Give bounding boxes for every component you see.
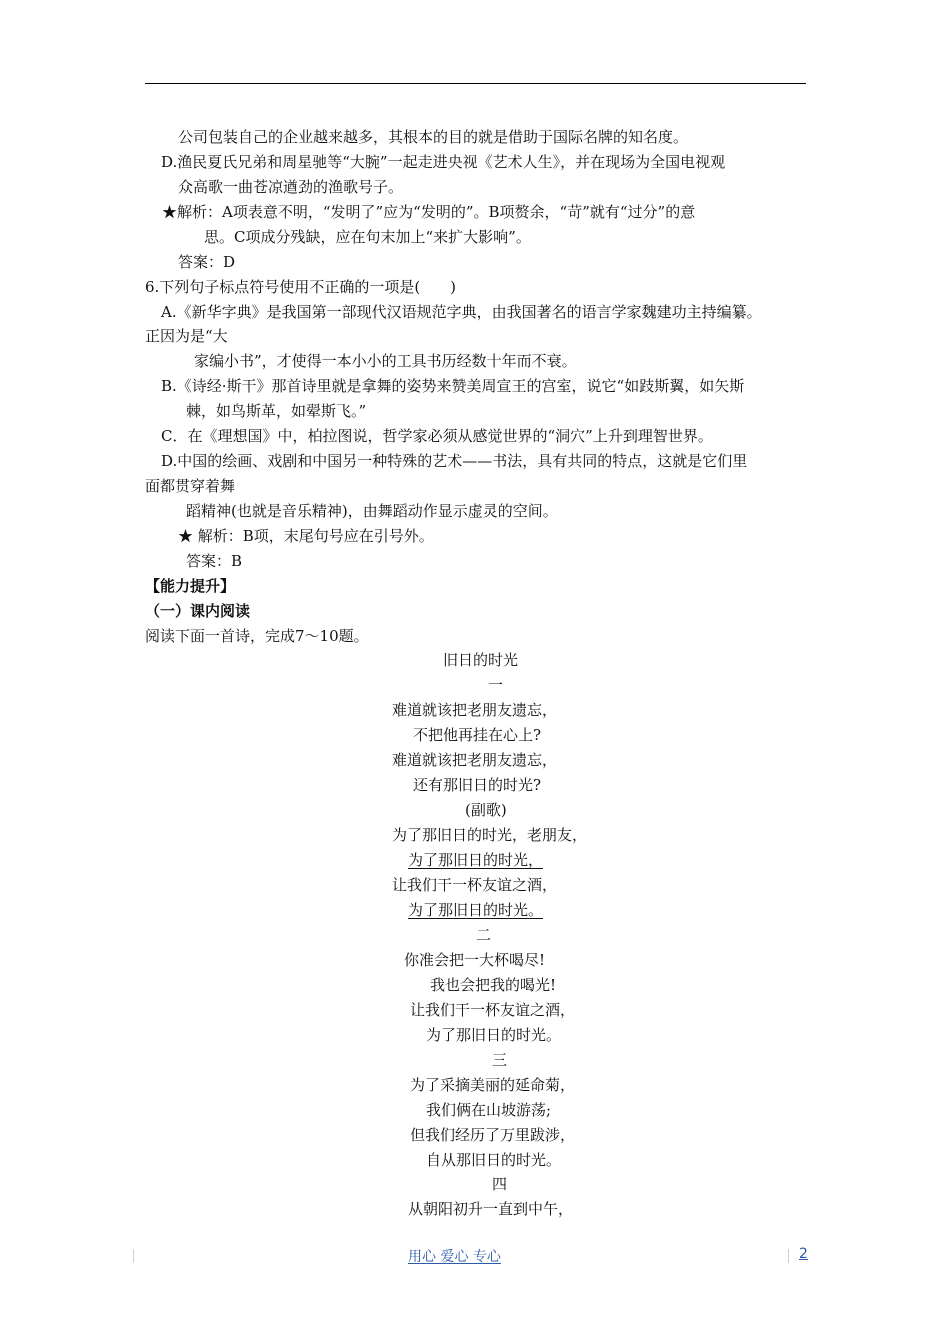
text-line: 正因为是“大 bbox=[145, 327, 228, 345]
footer-divider bbox=[133, 1249, 134, 1263]
answer-line: 答案：B bbox=[186, 552, 243, 570]
answer-line: 答案：D bbox=[178, 253, 236, 271]
poem-line: 还有那旧日的时光? bbox=[413, 776, 542, 794]
poem-refrain-label: (副歌) bbox=[465, 801, 507, 819]
poem-title: 旧日的时光 bbox=[443, 651, 519, 669]
poem-line: 不把他再挂在心上? bbox=[413, 726, 542, 744]
poem-stanza-number: 四 bbox=[492, 1175, 508, 1193]
option-d-line: D.中国的绘画、戏剧和中国另一种特殊的艺术——书法，具有共同的特点，这就是它们里 bbox=[161, 452, 748, 470]
poem-line-underlined: 为了那旧日的时光。 bbox=[408, 901, 544, 919]
instruction-line: 阅读下面一首诗，完成7～10题。 bbox=[145, 627, 369, 645]
poem-line: 从朝阳初升一直到中午， bbox=[408, 1200, 574, 1218]
footer-divider bbox=[788, 1249, 789, 1263]
analysis-line: 思。C项成分残缺，应在句末加上“来扩大影响”。 bbox=[204, 228, 531, 246]
text-line: 蹈精神(也就是音乐精神)，由舞蹈动作显示虚灵的空间。 bbox=[186, 502, 558, 520]
poem-line: 为了那旧日的时光。 bbox=[426, 1026, 562, 1044]
option-d-line: D.渔民夏氏兄弟和周星驰等“大腕”一起走进央视《艺术人生》，并在现场为全国电视观 bbox=[161, 153, 726, 171]
poem-line: 为了采摘美丽的延命菊， bbox=[410, 1076, 576, 1094]
poem-line: 难道就该把老朋友遗忘， bbox=[392, 751, 558, 769]
poem-line: 自从那旧日的时光。 bbox=[426, 1151, 562, 1169]
subsection-heading: （一）课内阅读 bbox=[145, 602, 251, 620]
option-c-line: C．在《理想国》中，柏拉图说，哲学家必须从感觉世界的“洞穴”上升到理智世界。 bbox=[161, 427, 713, 445]
text-line: 棘，如鸟斯革，如翚斯飞。” bbox=[186, 402, 367, 420]
poem-line: 我也会把我的喝光! bbox=[430, 976, 557, 994]
text-line: 众高歌一曲苍凉遒劲的渔歌号子。 bbox=[178, 178, 404, 196]
question-6-stem: 6.下列句子标点符号使用不正确的一项是( ) bbox=[145, 278, 457, 296]
poem-line: 我们俩在山坡游荡; bbox=[426, 1101, 552, 1119]
text-line: 家编小书”，才使得一本小小的工具书历经数十年而不衰。 bbox=[194, 352, 577, 370]
poem-line: 让我们干一杯友谊之酒， bbox=[410, 1001, 576, 1019]
option-b-line: B.《诗经·斯干》那首诗里就是拿舞的姿势来赞美周宣王的宫室，说它“如跂斯翼，如矢斯 bbox=[161, 377, 745, 395]
section-heading: 【能力提升】 bbox=[145, 577, 236, 595]
analysis-line: ★ 解析：B项，末尾句号应在引号外。 bbox=[178, 527, 434, 545]
header-rule bbox=[145, 83, 806, 84]
footer-link[interactable]: 用心 爱心 专心 bbox=[408, 1249, 501, 1265]
text-line: 公司包装自己的企业越来越多，其根本的目的就是借助于国际名牌的知名度。 bbox=[178, 128, 689, 146]
text-line: 面都贯穿着舞 bbox=[145, 477, 236, 495]
poem-line: 为了那旧日的时光，老朋友， bbox=[392, 826, 588, 844]
page-number: 2 bbox=[799, 1246, 808, 1262]
poem-line: 难道就该把老朋友遗忘， bbox=[392, 701, 558, 719]
poem-line: 但我们经历了万里跋涉， bbox=[410, 1126, 576, 1144]
option-a-line: A.《新华字典》是我国第一部现代汉语规范字典，由我国著名的语言学家魏建功主持编纂。 bbox=[161, 303, 762, 321]
poem-line-underlined: 为了那旧日的时光， bbox=[408, 851, 544, 869]
poem-stanza-number: 一 bbox=[488, 676, 504, 694]
poem-stanza-number: 二 bbox=[476, 926, 492, 944]
poem-line: 你准会把一大杯喝尽! bbox=[404, 951, 546, 969]
poem-line: 让我们干一杯友谊之酒， bbox=[392, 876, 558, 894]
poem-stanza-number: 三 bbox=[492, 1051, 508, 1069]
analysis-line: ★解析：A项表意不明，“发明了”应为“发明的”。B项赘余，“苛”就有“过分”的意 bbox=[162, 203, 696, 221]
